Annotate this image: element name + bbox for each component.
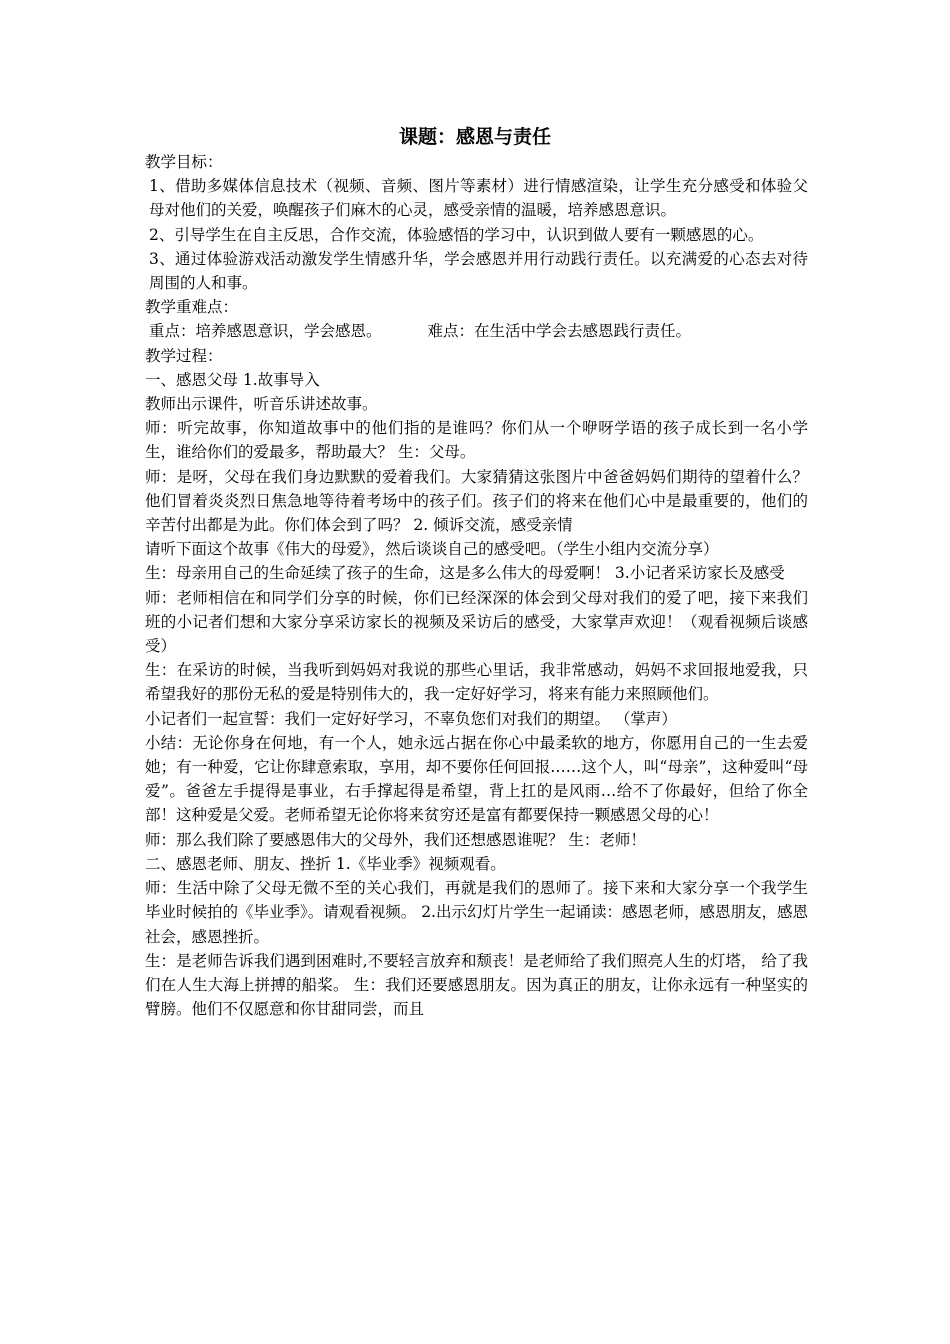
paragraph: 小记者们一起宣誓：我们一定好好学习，不辜负您们对我们的期望。 （掌声） <box>145 709 677 728</box>
paragraph: 教师出示课件，听音乐讲述故事。 <box>145 395 378 414</box>
paragraph: 生：是老师告诉我们遇到困难时,不要轻言放弃和颓丧！是老师给了我们照亮人生的灯塔， 给了我们在人生大海上拼搏的船桨。 生：我们还要感恩朋友。因为真正的朋友，让你永远有一种坚实的臂膀。他们不仅愿意和你甘甜同尝，而且 <box>145 951 808 1019</box>
objectives-heading: 教学目标： <box>145 153 223 171</box>
objective-2: 2、引导学生在自主反思，合作交流，体验感悟的学习中，认识到做人要有一颗感恩的心。 <box>149 225 764 244</box>
paragraph: 师：是呀，父母在我们身边默默的爱着我们。大家猜猜这张图片中爸爸妈妈们期待的望着什么？他们冒着炎炎烈日焦急地等待着考场中的孩子们。孩子们的将来在他们心中是最重要的，他们的辛苦付出都是为此。你们体会到了吗？ 2. 倾诉交流，感受亲情 <box>145 467 808 535</box>
paragraph: 小结：无论你身在何地，有一个人，她永远占据在你心中最柔软的地方，你愿用自己的一生去爱她；有一种爱，它让你肆意索取，享用，却不要你任何回报……这个人，叫“母亲”，这种爱叫“母爱”。爸爸左手提得是事业，右手撑起得是希望，背上扛的是风雨…给不了你最好，但给了你全部！这种爱是父爱。老师希望无论你将来贫穷还是富有都要保持一颗感恩父母的心！ <box>145 733 808 825</box>
difficult-point: 难点：在生活中学会去感恩践行责任。 <box>427 322 692 341</box>
paragraph: 一、感恩父母 1.故事导入 <box>145 370 320 389</box>
paragraph: 师：那么我们除了要感恩伟大的父母外，我们还想感恩谁呢？ 生：老师！ <box>145 830 646 849</box>
key-point: 重点：培养感恩意识，学会感恩。 <box>149 322 382 341</box>
page-title: 课题：感恩与责任 <box>398 126 551 148</box>
paragraph: 请听下面这个故事《伟大的母爱》，然后谈谈自己的感受吧。（学生小组内交流分享） <box>145 540 719 559</box>
objective-3: 3、通过体验游戏活动激发学生情感升华，学会感恩并用行动践行责任。以充满爱的心态去对待周围的人和事。 <box>149 249 808 293</box>
paragraph: 师：老师相信在和同学们分享的时候，你们已经深深的体会到父母对我们的爱了吧，接下来我们班的小记者们想和大家分享采访家长的视频及采访后的感受，大家掌声欢迎！（观看视频后谈感受） <box>145 588 808 656</box>
key-points-line <box>145 319 808 343</box>
paragraph: 师：听完故事，你知道故事中的他们指的是谁吗？你们从一个咿呀学语的孩子成长到一名小学生，谁给你们的爱最多，帮助最大？ 生：父母。 <box>145 419 808 462</box>
paragraph: 生：在采访的时候，当我听到妈妈对我说的那些心里话，我非常感动，妈妈不求回报地爱我，只希望我好的那份无私的爱是特别伟大的，我一定好好学习，将来有能力来照顾他们。 <box>145 661 808 704</box>
paragraph: 生：母亲用自己的生命延续了孩子的生命，这是多么伟大的母爱啊！ 3.小记者采访家长及感受 <box>145 564 785 583</box>
process-heading: 教学过程： <box>145 346 223 365</box>
paragraph: 二、感恩老师、朋友、挫折 1.《毕业季》视频观看。 <box>145 854 506 873</box>
paragraph: 师：生活中除了父母无微不至的关心我们，再就是我们的恩师了。接下来和大家分享一个我学生毕业时候拍的《毕业季》。请观看视频。 2.出示幻灯片学生一起诵读：感恩老师，感恩朋友，感恩社会，感恩挫折。 <box>145 879 809 946</box>
document-body <box>145 150 808 1021</box>
key-points-heading: 教学重难点： <box>145 298 239 317</box>
objective-1: 1、借助多媒体信息技术（视频、音频、图片等素材）进行情感渲染，让学生充分感受和体验父母对他们的关爱，唤醒孩子们麻木的心灵，感受亲情的温暖，培养感恩意识。 <box>149 177 808 220</box>
